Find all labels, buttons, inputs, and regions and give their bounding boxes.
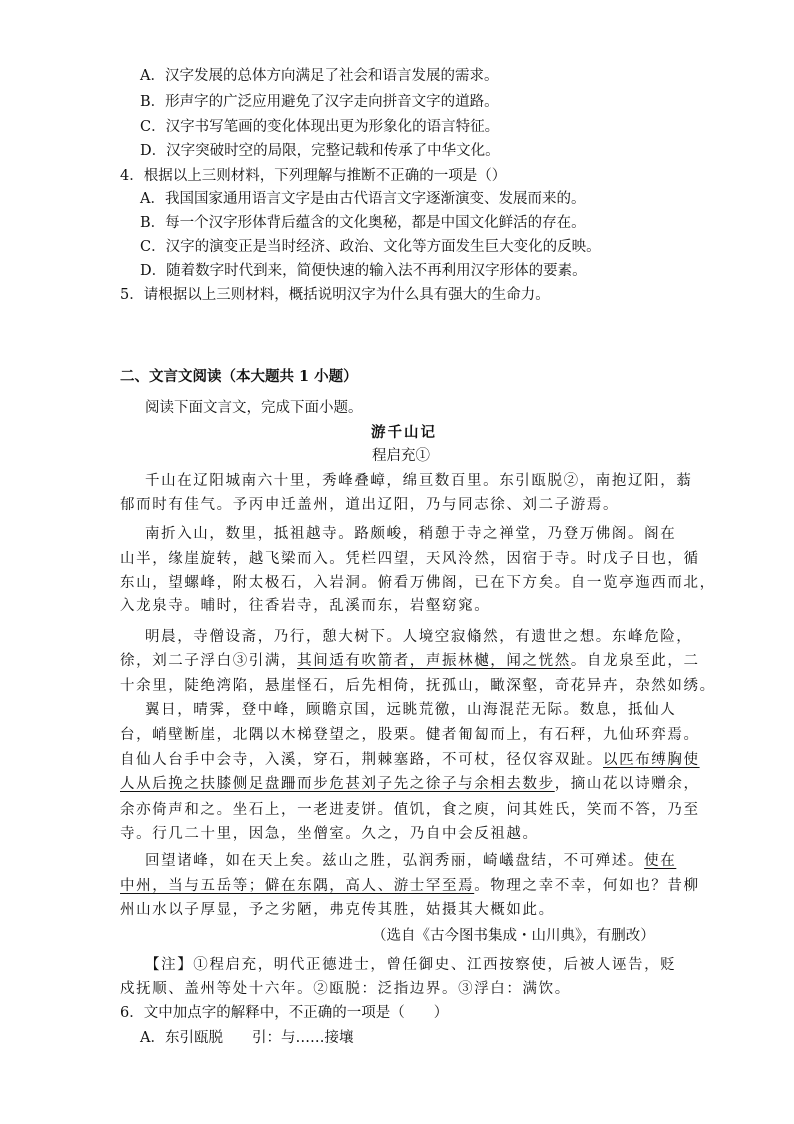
underlined-sentence-2-start: 以匹布缚胸使 (603, 752, 700, 768)
reading-instruction: 阅读下面文言文，完成下面小题。 (145, 400, 363, 416)
essay-p5-line3: 州山水以子厚显，予之劣陋，弗克传其胜，姑摄其大概如此。 (120, 902, 555, 918)
essay-p5-line2-tail: 。物理之幸不幸，何如也？昔柳 (474, 878, 700, 894)
essay-p4-line5: 余亦倚声和之。坐石上，一老进麦饼。值饥，食之庾，问其姓氏，笑而不答，乃至 (120, 802, 700, 818)
essay-p4-line3 (120, 750, 700, 770)
essay-p2-line1: 南折入山，数里，抵祖越寺。路颇峻，稍憩于寺之禅堂，乃登万佛阁。阁在 (145, 526, 677, 542)
q5-stem: 5．请根据以上三则材料，概括说明汉字为什么具有强大的生命力。 (120, 287, 550, 303)
underlined-sentence-1: 其间适有吹箭者，声振林樾，闻之恍然 (297, 653, 571, 669)
essay-source: （选自《古今图书集成・山川典》，有删改） (372, 928, 655, 944)
notes-line1: 【注】①程启充，明代正德进士，曾任御史、江西按察使，后被人诬告，贬 (145, 957, 677, 973)
essay-p3-line2-tail: 。自龙泉至此，二 (570, 653, 700, 669)
essay-p3-line3: 十余里，陡绝湾陷，悬崖怪石，后先相倚，抚孤山，瞰深壑，奇花异卉，杂然如绣。 (120, 678, 716, 694)
essay-p1-line2: 郁而时有佳气。予丙申迁盖州，道出辽阳，乃与同志徐、刘二子游焉。 (120, 497, 620, 513)
q4-option-d: D．随着数字时代到来，简便快速的输入法不再利用汉字形体的要素。 (140, 263, 587, 279)
essay-p2-line2: 山半，缘崖旋转，越飞梁而入。凭栏四望，天风泠然，因宿于寺。时戊子日也，循 (120, 551, 700, 567)
essay-p3-line2-text: 徐，刘二子浮白③引满， (120, 653, 298, 669)
essay-p2-line4: 入龙泉寺。晡时，往香岩寺，乱溪而东，岩壑窈窕。 (120, 598, 491, 614)
q4-option-b: B．每一个汉字形体背后蕴含的文化奥秘，都是中国文化鲜活的存在。 (140, 215, 586, 231)
underlined-sentence-3-start: 使在 (644, 853, 677, 869)
essay-title: 游千山记 (371, 424, 437, 441)
q4-option-a: A．我国国家通用语言文字是由古代语言文字逐渐演变、发展而来的。 (140, 191, 586, 207)
q3-option-a: A．汉字发展的总体方向满足了社会和语言发展的需求。 (140, 68, 499, 84)
essay-p2-line3: 东山，望螺峰，附太极石，入岩洞。俯看万佛阁，已在下方矣。自一览亭迤西而北， (120, 575, 716, 591)
essay-p1-line1: 千山在辽阳城南六十里，秀峰叠嶂，绵亘数百里。东引瓯脱②，南抱辽阳，蓊 (145, 473, 693, 489)
q6-option-a: A．东引瓯脱 引：与……接壤 (140, 1030, 354, 1046)
q3-option-c: C．汉字书写笔画的变化体现出更为形象化的语言特征。 (140, 119, 500, 135)
notes-line2: 戍抚顺、盖州等处十六年。②瓯脱：泛指边界。③浮白：满饮。 (120, 981, 571, 997)
underlined-sentence-3-end: 中州，当与五岳等；僻在东隅，高人、游士罕至焉 (120, 878, 475, 894)
essay-p5-line1 (145, 851, 676, 871)
essay-p3-line1: 明晨，寺僧设斋，乃行，憩大树下。人境空寂翛然，有遗世之想。东峰危险， (145, 629, 693, 645)
q3-option-d: D．汉字突破时空的局限，完整记载和传承了中华文化。 (140, 143, 500, 159)
essay-p4-line3-text: 自仙人台手中会寺，入溪，穿石，荆棘塞路，不可杖，径仅容双趾。 (120, 752, 603, 768)
essay-p5-line1-text: 回望诸峰，如在天上矣。兹山之胜，弘润秀丽，崎嶬盘结，不可殚述。 (145, 853, 645, 869)
essay-p4-line6: 寺。行几二十里，因急，坐僧室。久之，乃自中会反祖越。 (120, 826, 539, 842)
essay-p5-line2 (120, 876, 700, 896)
essay-p3-line2 (120, 651, 700, 671)
underlined-sentence-2-end: 人从后挽之扶膝侧足盘跚而步危甚刘子先之徐子与余相去数步 (120, 776, 555, 792)
essay-p4-line2: 台，峭壁断崖，北隅以木梯登望之，股栗。健者匍匐而上，有石秤，九仙环弈焉。 (120, 727, 700, 743)
section-heading: 二、文言文阅读（本大题共 1 小题） (120, 368, 358, 385)
essay-p4-line4 (120, 774, 700, 794)
essay-p4-line1: 翼日，晴霁，登中峰，顾瞻京国，远眺荒徼，山海混茫无际。数息，抵仙人 (145, 702, 677, 718)
q6-stem: 6．文中加点字的解释中，不正确的一项是（ ） (120, 1005, 449, 1021)
q3-option-b: B．形声字的广泛应用避免了汉字走向拼音文字的道路。 (140, 94, 499, 110)
essay-p4-line4-tail: ，摘山花以诗赠余， (554, 776, 700, 792)
essay-author: 程启充① (372, 448, 430, 464)
q4-option-c: C．汉字的演变正是当时经济、政治、文化等方面发生巨大变化的反映。 (140, 239, 601, 255)
q4-stem: 4．根据以上三则材料，下列理解与推断不正确的一项是（） (120, 168, 507, 184)
